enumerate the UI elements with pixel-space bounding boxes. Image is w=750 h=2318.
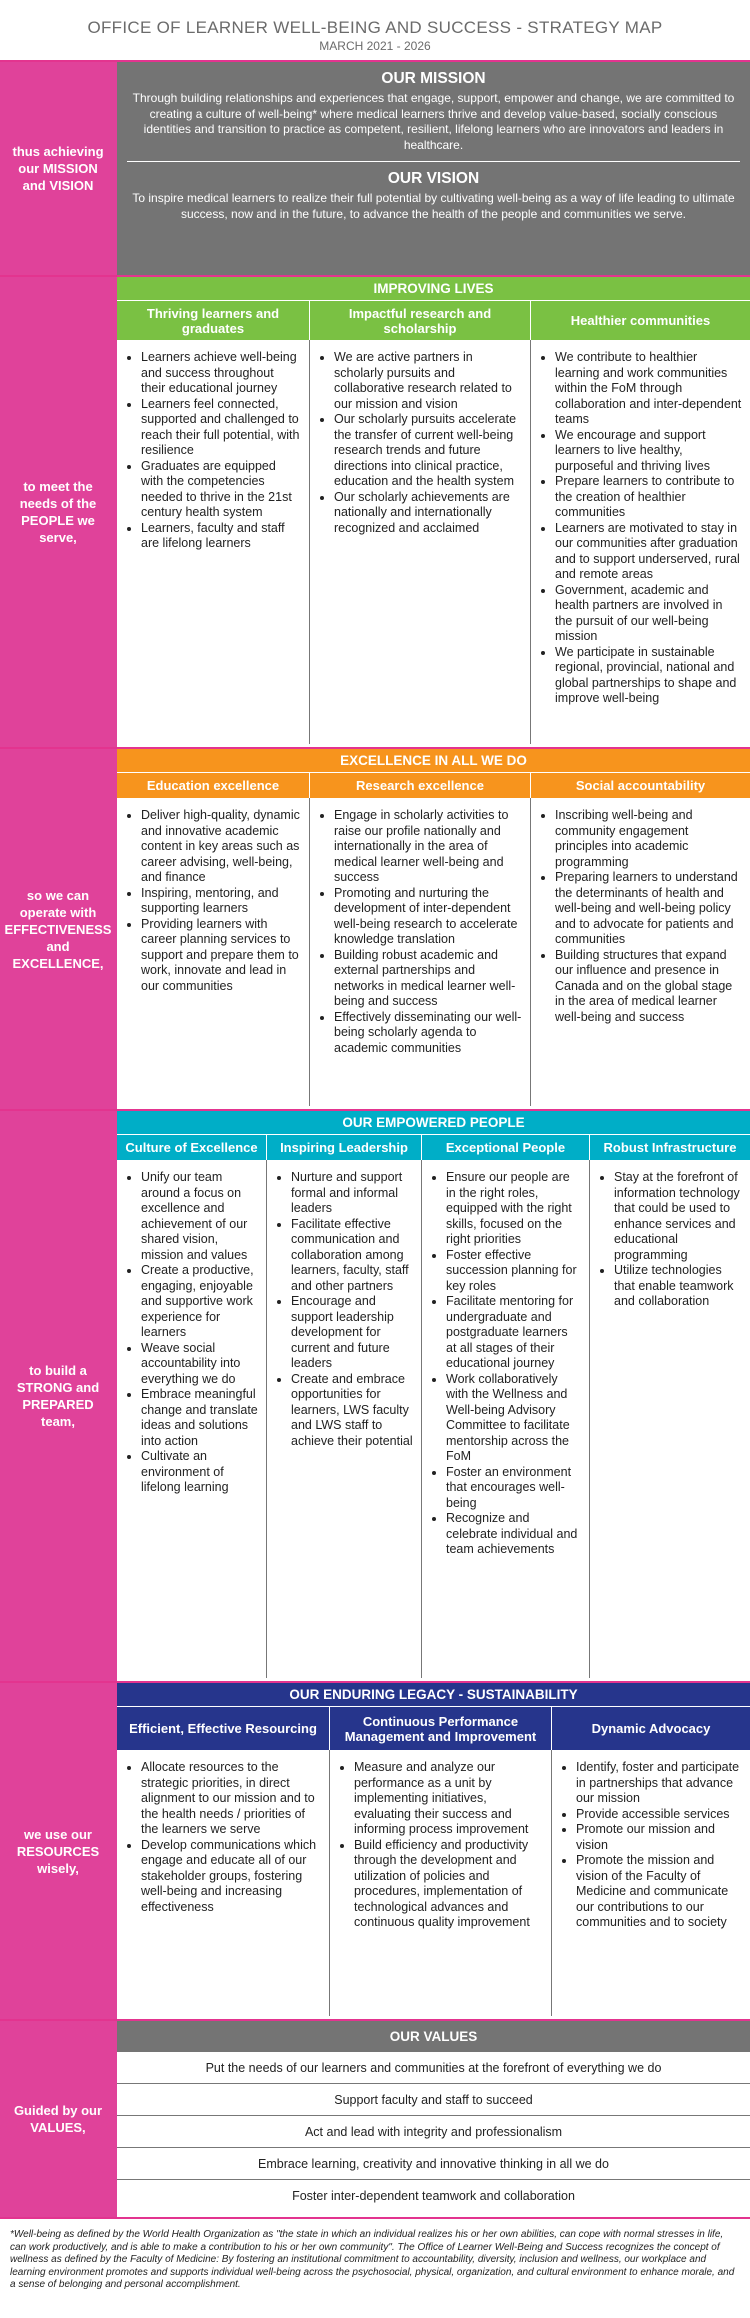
people-row	[0, 275, 750, 747]
side-label-people: to meet the needs of the PEOPLE we serve,	[0, 277, 116, 747]
excellence-col-heading: Education excellence	[117, 773, 310, 798]
resources-col-bodies	[117, 1750, 750, 2016]
mission-vision-panel	[116, 62, 750, 275]
list-item: • Identify, foster and participate in partnerships that advance our mission	[576, 1760, 742, 1807]
list-item: • Allocate resources to the strategic priorities, in direct alignment to our mission and to the health needs / priorities of the learners we serve	[141, 1760, 321, 1838]
team-col-body	[267, 1160, 422, 1678]
excellence-list	[125, 808, 301, 994]
values-panel	[116, 2021, 750, 2217]
team-col-body	[117, 1160, 267, 1678]
list-item: • Our scholarly achievements are nationally and internationally recognized and acclaimed	[334, 490, 522, 537]
list-item: • Encourage and support leadership development for current and future leaders	[291, 1294, 413, 1372]
resources-list	[560, 1760, 742, 1931]
team-col-bodies	[117, 1160, 750, 1678]
list-item: • Providing learners with career planning services to support and prepare them to work, innovate and lead in our communities	[141, 917, 301, 995]
side-label-excellence: so we can operate with EFFECTIVENESS and EXCELLENCE,	[0, 749, 116, 1109]
list-item: • We are active partners in scholarly pursuits and collaborative research related to our mission and vision	[334, 350, 522, 412]
excellence-row	[0, 747, 750, 1109]
list-item: • Graduates are equipped with the competencies needed to thrive in the 21st century health system	[141, 459, 301, 521]
vision-title: OUR VISION	[387, 170, 480, 187]
list-item: • Work collaboratively with the Wellness and Well-being Advisory Committee to facilitate mentorship across the FoM	[446, 1372, 581, 1465]
mission-block	[127, 70, 740, 153]
excellence-list	[539, 808, 742, 1025]
people-list	[125, 350, 301, 552]
excellence-col-body	[117, 798, 310, 1106]
list-item: • Learners, faculty and staff are lifelong learners	[141, 521, 301, 552]
list-item: • Weave social accountability into everything we do	[141, 1341, 258, 1388]
list-item: • Learners achieve well-being and success throughout their educational journey	[141, 350, 301, 397]
people-col-headers	[117, 300, 750, 340]
list-item: • We contribute to healthier learning and work communities within the FoM through collaboration and inter-dependent teams	[555, 350, 742, 428]
team-list	[598, 1170, 742, 1310]
team-col-headers	[117, 1134, 750, 1160]
excellence-banner: EXCELLENCE IN ALL WE DO	[117, 749, 750, 772]
people-list	[539, 350, 742, 707]
mission-title: OUR MISSION	[381, 70, 486, 87]
team-col-body	[590, 1160, 750, 1678]
excellence-col-heading: Research excellence	[310, 773, 531, 798]
list-item: • Promote our mission and vision	[576, 1822, 742, 1853]
team-list	[125, 1170, 258, 1496]
resources-panel	[116, 1683, 750, 2019]
team-row	[0, 1109, 750, 1681]
people-col-bodies	[117, 340, 750, 744]
excellence-list	[318, 808, 522, 1056]
value-item: Put the needs of our learners and communities at the forefront of everything we do	[117, 2052, 750, 2084]
list-item: • Ensure our people are in the right roles, equipped with the right skills, focused on the right priorities	[446, 1170, 581, 1248]
list-item: • Utilize technologies that enable teamwork and collaboration	[614, 1263, 742, 1310]
excellence-col-body	[310, 798, 531, 1106]
list-item: • Inscribing well-being and community engagement principles into academic programming	[555, 808, 742, 870]
side-label-values: Guided by our VALUES,	[0, 2021, 116, 2217]
page-title: OFFICE OF LEARNER WELL-BEING AND SUCCESS - STRATEGY MAP	[87, 18, 663, 37]
list-item: • Create a productive, engaging, enjoyable and supportive work experience for learners	[141, 1263, 258, 1341]
list-item: • Measure and analyze our performance as a unit by implementing initiatives, evaluating their success and informing process improvement	[354, 1760, 543, 1838]
list-item: • Promoting and nurturing the development of inter-dependent well-being research to accelerate knowledge translation	[334, 886, 522, 948]
people-col-body	[117, 340, 310, 744]
excellence-col-body	[531, 798, 750, 1106]
values-list	[117, 2052, 750, 2212]
resources-col-headers	[117, 1706, 750, 1750]
value-item: Support faculty and staff to succeed	[117, 2084, 750, 2116]
resources-col-heading: Continuous Performance Management and Improvement	[330, 1707, 552, 1750]
team-col-body	[422, 1160, 590, 1678]
list-item: • Embrace meaningful change and translate ideas and solutions into action	[141, 1387, 258, 1449]
list-item: • Prepare learners to contribute to the creation of healthier communities	[555, 474, 742, 521]
people-col-body	[310, 340, 531, 744]
mission-text: Through building relationships and experiences that engage, support, empower and change, we are committed to creating a culture of well-being* where medical learners thrive and develop value-based, socially conscious identities and transition to practice as competent, resilient, lifelong learners who are innovators and leaders in healthcare.	[132, 91, 735, 152]
people-panel	[116, 277, 750, 747]
excellence-col-heading: Social accountability	[575, 778, 706, 793]
list-item: • Provide accessible services	[576, 1807, 742, 1823]
list-item: • Building structures that expand our influence and presence in Canada and on the global stage in the area of medical learner well-being and success	[555, 948, 742, 1026]
list-item: • Facilitate mentoring for undergraduate and postgraduate learners at all stages of their educational journey	[446, 1294, 581, 1372]
header	[0, 18, 750, 60]
page-subtitle: MARCH 2021 - 2026	[319, 39, 431, 53]
mission-row	[0, 60, 750, 275]
side-label-mission: thus achieving our MISSION and VISION	[0, 62, 116, 275]
vision-block	[127, 161, 740, 222]
side-label-team: to build a STRONG and PREPARED team,	[0, 1111, 116, 1681]
values-row	[0, 2019, 750, 2217]
team-col-heading: Inspiring Leadership	[267, 1135, 422, 1160]
list-item: • Learners feel connected, supported and challenged to reach their full potential, with resilience	[141, 397, 301, 459]
list-item: • Create and embrace opportunities for learners, LWS faculty and LWS staff to achieve their potential	[291, 1372, 413, 1450]
list-item: • Our scholarly pursuits accelerate the transfer of current well-being research trends and future directions into clinical practice, education and the health system	[334, 412, 522, 490]
list-item: • Develop communications which engage and educate all of our stakeholder groups, fostering well-being and increasing effectiveness	[141, 1838, 321, 1916]
team-list	[430, 1170, 581, 1558]
excellence-panel	[116, 749, 750, 1109]
list-item: • Recognize and celebrate individual and team achievements	[446, 1511, 581, 1558]
people-list	[318, 350, 522, 536]
team-list	[275, 1170, 413, 1449]
resources-col-body	[330, 1750, 552, 2016]
people-col-heading: Healthier communities	[570, 313, 711, 328]
value-item: Act and lead with integrity and professionalism	[117, 2116, 750, 2148]
value-item: Embrace learning, creativity and innovative thinking in all we do	[117, 2148, 750, 2180]
list-item: • We participate in sustainable regional, provincial, national and global partnerships to shape and improve well-being	[555, 645, 742, 707]
list-item: • Engage in scholarly activities to raise our profile nationally and internationally in the area of medical learner well-being and success	[334, 808, 522, 886]
list-item: • Cultivate an environment of lifelong learning	[141, 1449, 258, 1496]
people-col-heading: Impactful research and scholarship	[310, 301, 531, 340]
list-item: • Foster effective succession planning for key roles	[446, 1248, 581, 1295]
list-item: • Government, academic and health partners are involved in the pursuit of our well-being mission	[555, 583, 742, 645]
list-item: • Learners are motivated to stay in our communities after graduation and to support underserved, rural and remote areas	[555, 521, 742, 583]
people-banner: IMPROVING LIVES	[117, 277, 750, 300]
list-item: • Stay at the forefront of information technology that could be used to enhance services and educational programming	[614, 1170, 742, 1263]
resources-banner: OUR ENDURING LEGACY - SUSTAINABILITY	[117, 1683, 750, 1706]
list-item: • Build efficiency and productivity through the development and utilization of policies and procedures, implementation of technological advances and continuous quality improvement	[354, 1838, 543, 1931]
footnote: *Well-being as defined by the World Health Organization as "the state in which an individual realizes his or her own abilities, can cope with normal stresses in life, can work productively, and is able to make a contribution to his or her own community". The Office of Learner Well-Being and Success recognizes the concept of wellness as defined by the Faculty of Medicine: By fostering an institutional commitment to accountability, diversity, inclusion and wellness, our workplace and learning environment promotes and supports individual well-being across the psychosocial, physical, organization, and cultural environment to enhance morale, and a sense of belonging and personal accomplishment.	[0, 2217, 750, 2292]
side-label-resources: we use our RESOURCES wisely,	[0, 1683, 116, 2019]
values-banner: OUR VALUES	[117, 2021, 750, 2052]
list-item: • Preparing learners to understand the determinants of health and well-being and well-being policy and to advocate for patients and communities	[555, 870, 742, 948]
value-item: Foster inter-dependent teamwork and collaboration	[292, 2189, 575, 2203]
list-item: • Nurture and support formal and informal leaders	[291, 1170, 413, 1217]
team-col-heading: Robust Infrastructure	[603, 1140, 737, 1155]
resources-row	[0, 1681, 750, 2019]
resources-list	[125, 1760, 321, 1915]
people-col-heading: Thriving learners and graduates	[117, 301, 310, 340]
list-item: • We encourage and support learners to live healthy, purposeful and thriving lives	[555, 428, 742, 475]
list-item: • Foster an environment that encourages well-being	[446, 1465, 581, 1512]
list-item: • Building robust academic and external partnerships and networks in medical learner well-being and success	[334, 948, 522, 1010]
resources-col-body	[552, 1750, 750, 2016]
resources-col-heading: Efficient, Effective Resourcing	[117, 1707, 330, 1750]
excellence-col-bodies	[117, 798, 750, 1106]
team-col-heading: Culture of Excellence	[117, 1135, 267, 1160]
list-item: • Inspiring, mentoring, and supporting learners	[141, 886, 301, 917]
resources-col-body	[117, 1750, 330, 2016]
list-item: • Promote the mission and vision of the Faculty of Medicine and communicate our contributions to our communities and to society	[576, 1853, 742, 1931]
list-item: • Unify our team around a focus on excellence and achievement of our shared vision, mission and values	[141, 1170, 258, 1263]
resources-col-heading: Dynamic Advocacy	[591, 1721, 711, 1736]
team-banner: OUR EMPOWERED PEOPLE	[117, 1111, 750, 1134]
team-col-heading: Exceptional People	[422, 1135, 590, 1160]
list-item: • Effectively disseminating our well-being scholarly agenda to academic communities	[334, 1010, 522, 1057]
list-item: • Facilitate effective communication and collaboration among learners, faculty, staff and other partners	[291, 1217, 413, 1295]
vision-text: To inspire medical learners to realize their full potential by cultivating well-being as a way of life leading to ultimate success, now and in the future, to advance the health of the people and communities we serve.	[132, 191, 735, 221]
excellence-col-headers	[117, 772, 750, 798]
team-panel	[116, 1111, 750, 1681]
list-item: • Deliver high-quality, dynamic and innovative academic content in key areas such as career advising, well-being, and finance	[141, 808, 301, 886]
resources-list	[338, 1760, 543, 1931]
people-col-body	[531, 340, 750, 744]
